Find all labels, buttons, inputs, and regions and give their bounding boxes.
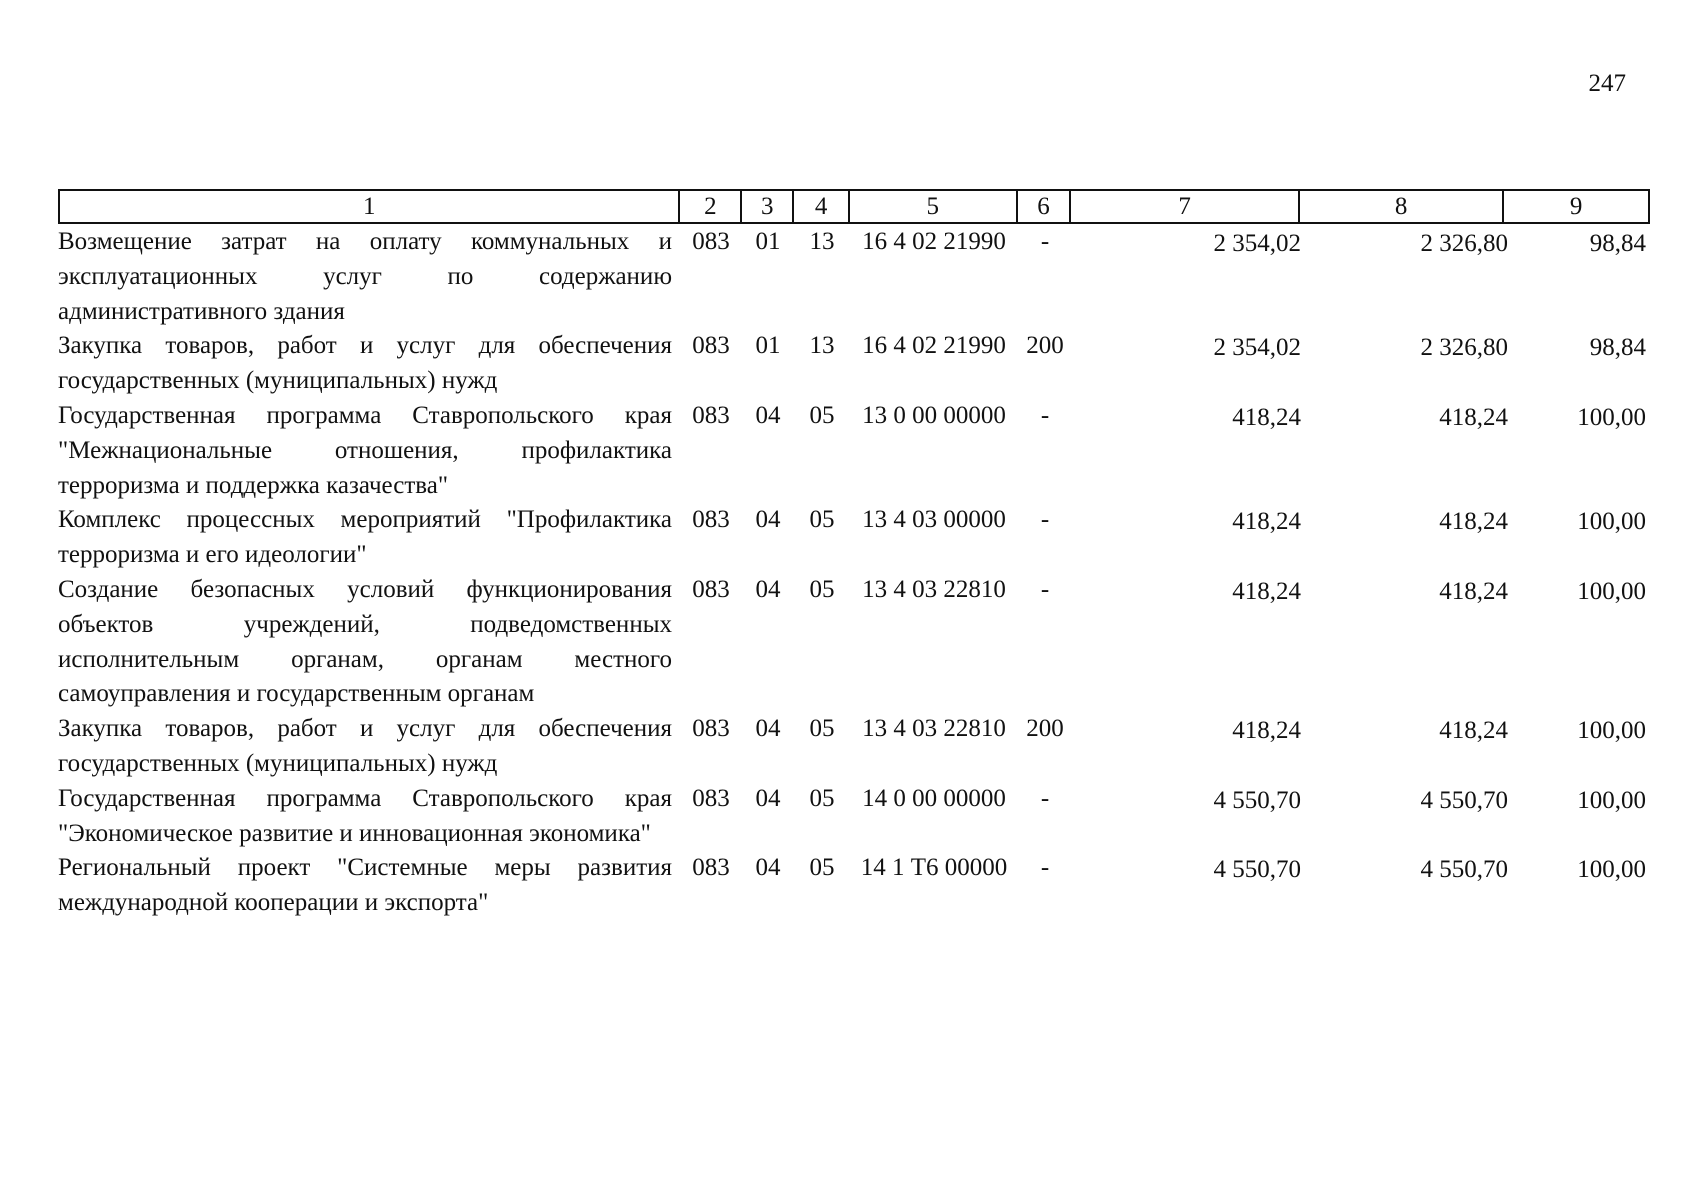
row-name: Закупка товаров, работ и услуг для обеспечения государственных (муниципальных) нужд xyxy=(58,332,672,395)
row-exec: 418,24 xyxy=(1439,508,1508,536)
table-row xyxy=(58,329,1658,399)
row-name: Возмещение затрат на оплату коммунальных и эксплуатационных услуг по содержанию административного здания xyxy=(58,228,672,325)
row-csr: 16 4 02 21990 xyxy=(862,332,1006,360)
row-rz: 04 xyxy=(755,715,781,743)
row-pr: 05 xyxy=(809,575,835,603)
table-body xyxy=(58,225,1658,921)
table-row xyxy=(58,399,1658,503)
row-plan: 4 550,70 xyxy=(1213,856,1301,884)
header-col-3: 3 xyxy=(742,191,794,222)
row-grbs: 083 xyxy=(692,854,730,882)
row-csr: 14 0 00 00000 xyxy=(862,784,1006,812)
row-pr: 13 xyxy=(809,332,835,360)
row-pct: 100,00 xyxy=(1577,856,1646,884)
row-exec: 418,24 xyxy=(1439,403,1508,431)
row-csr: 16 4 02 21990 xyxy=(862,228,1006,255)
row-exec: 4 550,70 xyxy=(1420,856,1508,884)
table-row xyxy=(58,712,1658,782)
header-col-9: 9 xyxy=(1569,193,1583,220)
row-rz: 04 xyxy=(755,401,781,429)
row-vr: - xyxy=(1040,401,1050,429)
row-plan: 4 550,70 xyxy=(1213,786,1301,814)
row-plan: 2 354,02 xyxy=(1213,230,1301,257)
row-csr: 13 4 03 00000 xyxy=(862,506,1006,534)
table-row xyxy=(58,225,1658,329)
row-grbs: 083 xyxy=(692,715,730,743)
row-plan: 2 354,02 xyxy=(1213,334,1301,362)
row-csr: 13 4 03 22810 xyxy=(862,575,1006,603)
row-pr: 13 xyxy=(809,228,835,255)
row-vr: 200 xyxy=(1026,715,1064,743)
row-pr: 05 xyxy=(809,715,835,743)
header-col-1: 1 xyxy=(60,191,680,222)
row-csr: 13 0 00 00000 xyxy=(862,401,1006,429)
row-pr: 05 xyxy=(809,401,835,429)
table-header xyxy=(58,189,1650,224)
row-plan: 418,24 xyxy=(1232,577,1301,605)
header-col-7: 7 xyxy=(1071,191,1299,222)
row-exec: 418,24 xyxy=(1439,717,1508,745)
row-exec: 4 550,70 xyxy=(1420,786,1508,814)
header-col-5: 5 xyxy=(850,191,1018,222)
row-pr: 05 xyxy=(809,784,835,812)
row-csr: 14 1 Т6 00000 xyxy=(860,854,1008,882)
row-pct: 100,00 xyxy=(1577,717,1646,745)
table-row xyxy=(58,851,1658,921)
row-grbs: 083 xyxy=(692,784,730,812)
table-row xyxy=(58,573,1658,712)
row-name: Комплекс процессных мероприятий "Профилактика терроризма и его идеологии" xyxy=(58,506,672,569)
row-name: Создание безопасных условий функционирования объектов учреждений, подведомственных исполнительным органам, органам местного самоуправления и государственным органам xyxy=(58,575,672,708)
row-name: Региональный проект "Системные меры развития международной кооперации и экспорта" xyxy=(58,854,672,917)
row-name: Государственная программа Ставропольского края "Экономическое развитие и инновационная экономика" xyxy=(58,784,672,847)
row-vr: - xyxy=(1040,854,1050,882)
row-vr: - xyxy=(1040,784,1050,812)
row-name: Закупка товаров, работ и услуг для обеспечения государственных (муниципальных) нужд xyxy=(58,715,672,777)
row-grbs: 083 xyxy=(692,332,730,360)
row-rz: 04 xyxy=(755,506,781,534)
row-rz: 01 xyxy=(755,228,781,255)
header-col-8: 8 xyxy=(1300,191,1504,222)
row-rz: 01 xyxy=(755,332,781,360)
row-vr: - xyxy=(1040,228,1050,255)
row-exec: 2 326,80 xyxy=(1420,334,1508,362)
row-pr: 05 xyxy=(809,854,835,882)
page-number: 247 xyxy=(1588,70,1626,97)
header-col-4: 4 xyxy=(794,191,850,222)
table-row xyxy=(58,503,1658,573)
row-rz: 04 xyxy=(755,784,781,812)
row-csr: 13 4 03 22810 xyxy=(862,715,1006,743)
row-grbs: 083 xyxy=(692,401,730,429)
row-plan: 418,24 xyxy=(1232,508,1301,536)
row-pct: 98,84 xyxy=(1589,334,1646,362)
row-vr: - xyxy=(1040,575,1050,603)
row-name: Государственная программа Ставропольского края "Межнациональные отношения, профилактика терроризма и поддержка казачества" xyxy=(58,401,672,499)
row-plan: 418,24 xyxy=(1232,403,1301,431)
row-grbs: 083 xyxy=(692,506,730,534)
row-grbs: 083 xyxy=(692,575,730,603)
row-vr: - xyxy=(1040,506,1050,534)
header-col-6: 6 xyxy=(1018,191,1072,222)
row-exec: 418,24 xyxy=(1439,577,1508,605)
row-rz: 04 xyxy=(755,854,781,882)
row-pct: 100,00 xyxy=(1577,403,1646,431)
row-exec: 2 326,80 xyxy=(1420,230,1508,257)
row-pct: 100,00 xyxy=(1577,508,1646,536)
row-pct: 98,84 xyxy=(1589,230,1646,257)
row-vr: 200 xyxy=(1026,332,1064,360)
row-pr: 05 xyxy=(809,506,835,534)
row-pct: 100,00 xyxy=(1577,577,1646,605)
row-grbs: 083 xyxy=(692,228,730,255)
row-rz: 04 xyxy=(755,575,781,603)
header-col-2: 2 xyxy=(680,191,742,222)
table-row xyxy=(58,782,1658,852)
row-pct: 100,00 xyxy=(1577,786,1646,814)
row-plan: 418,24 xyxy=(1232,717,1301,745)
